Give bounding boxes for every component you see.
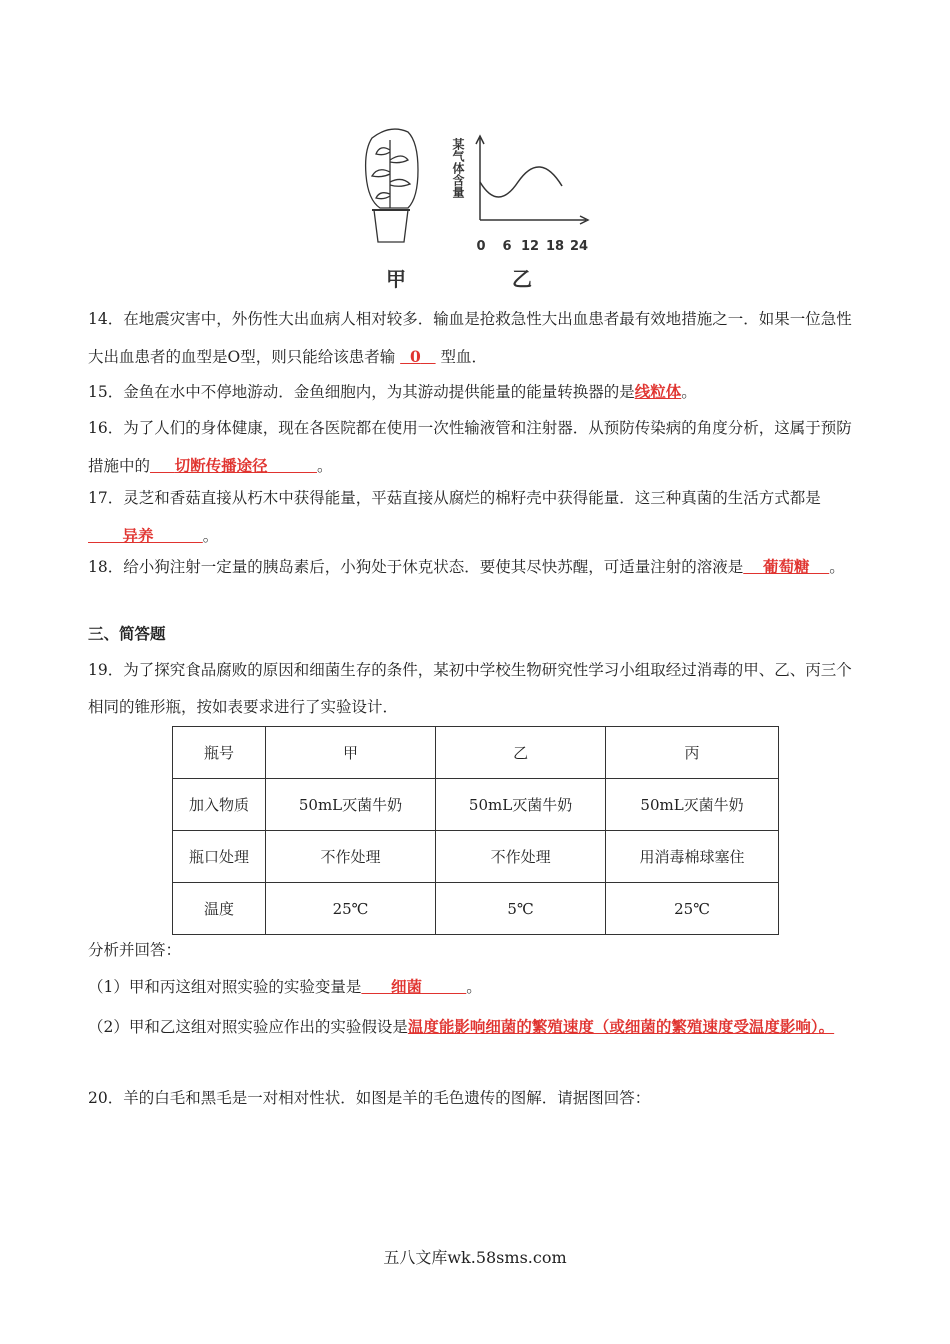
question-14 [88, 301, 863, 376]
table-cell: 加入物质 [173, 779, 266, 831]
x-tick-18: 18 [545, 239, 565, 254]
table-cell: 温度 [173, 883, 266, 935]
q15-text: 15．金鱼在水中不停地游动．金鱼细胞内，为其游动提供能量的能量转换器的是 [88, 383, 635, 401]
x-tick-24: 24 [569, 239, 589, 254]
q18-text: 18．给小狗注射一定量的胰岛素后，小狗处于休克状态．要使其尽快苏醒，可适量注射的溶液是 [88, 558, 744, 576]
table-header-row [173, 727, 779, 779]
question-20: 20．羊的白毛和黑毛是一对相对性状．如图是羊的毛色遗传的图解．请据图回答： [88, 1089, 651, 1107]
table-cell: 用消毒棉球塞住 [606, 831, 779, 883]
table-cell: 50mL灭菌牛奶 [606, 779, 779, 831]
question-17 [88, 480, 863, 555]
page-footer: 五八文库wk.58sms.com [383, 1248, 567, 1267]
figure-label-jia: 甲 [386, 267, 406, 291]
plant-in-bag-illustration [366, 129, 418, 242]
table-cell: 瓶口处理 [173, 831, 266, 883]
table-cell: 50mL灭菌牛奶 [436, 779, 606, 831]
table-row [173, 883, 779, 935]
q16-text: 16．为了人们的身体健康，现在各医院都在使用一次性输液管和注射器．从预防传染病的角度分析，这属于预防措施中的 [88, 419, 852, 475]
experiment-table [172, 726, 779, 935]
q19-1-text: （1）甲和丙这组对照实验的实验变量是 [88, 978, 362, 996]
section-title: 三、简答题 [88, 625, 166, 643]
table-cell: 不作处理 [436, 831, 606, 883]
q18-text-end: 。 [829, 558, 845, 576]
question-19-part-2 [88, 1008, 863, 1046]
q17-text: 17．灵芝和香菇直接从朽木中获得能量，平菇直接从腐烂的棉籽壳中获得能量．这三种真菌的生活方式都是 [88, 489, 821, 507]
q14-text-end: 型血． [440, 348, 488, 366]
q18-answer: 葡萄糖 [762, 557, 810, 576]
x-tick-6: 6 [502, 239, 512, 254]
q17-text-end: 。 [202, 527, 219, 545]
question-19-intro: 19．为了探究食品腐败的原因和细菌生存的条件，某初中学校生物研究性学习小组取经过消毒的甲、乙、丙三个相同的锥形瓶，按如表要求进行了实验设计． [88, 661, 852, 716]
chart-ylabel: 某气体含量 [451, 138, 465, 198]
table-cell: 25℃ [606, 883, 779, 935]
q19-2-text-end: 。 [818, 1017, 835, 1036]
table-row [173, 779, 779, 831]
x-tick-0: 0 [476, 239, 486, 254]
q16-text-end: 。 [316, 457, 333, 475]
q16-answer: 切断传播途径 [174, 456, 268, 475]
question-15 [88, 373, 863, 411]
table-cell: 不作处理 [266, 831, 436, 883]
question-18 [88, 548, 863, 586]
q14-answer: 0 [410, 347, 421, 366]
table-header-cell: 瓶号 [173, 727, 266, 779]
table-row [173, 831, 779, 883]
question-16 [88, 410, 863, 485]
table-header-cell: 甲 [266, 727, 436, 779]
gas-content-chart [451, 136, 588, 254]
x-tick-12: 12 [520, 239, 540, 254]
q15-text-end: 。 [681, 383, 697, 401]
table-cell: 5℃ [436, 883, 606, 935]
gas-content-curve [480, 167, 562, 197]
q14-text: 14．在地震灾害中，外伤性大出血病人相对较多．输血是抢救急性大出血患者最有效地措施之一．如果一位急性大出血患者的血型是O型，则只能给该患者输 [88, 310, 852, 366]
q19-1-answer: 细菌 [390, 977, 422, 996]
figure-label-yi: 乙 [512, 267, 532, 291]
q19-2-text: （2）甲和乙这组对照实验应作出的实验假设是 [88, 1018, 408, 1036]
question-19-part-1 [88, 968, 863, 1006]
q17-answer: 异养 [122, 526, 154, 545]
q19-1-text-end: 。 [466, 978, 482, 996]
table-header-cell: 丙 [606, 727, 779, 779]
q19-analysis-label: 分析并回答： [88, 941, 182, 959]
q15-answer: 线粒体 [634, 382, 682, 401]
q19-2-answer: 温度能影响细菌的繁殖速度（或细菌的繁殖速度受温度影响） [407, 1017, 819, 1036]
figure-plant-and-chart [350, 120, 600, 295]
table-cell: 50mL灭菌牛奶 [266, 779, 436, 831]
table-header-cell: 乙 [436, 727, 606, 779]
table-cell: 25℃ [266, 883, 436, 935]
